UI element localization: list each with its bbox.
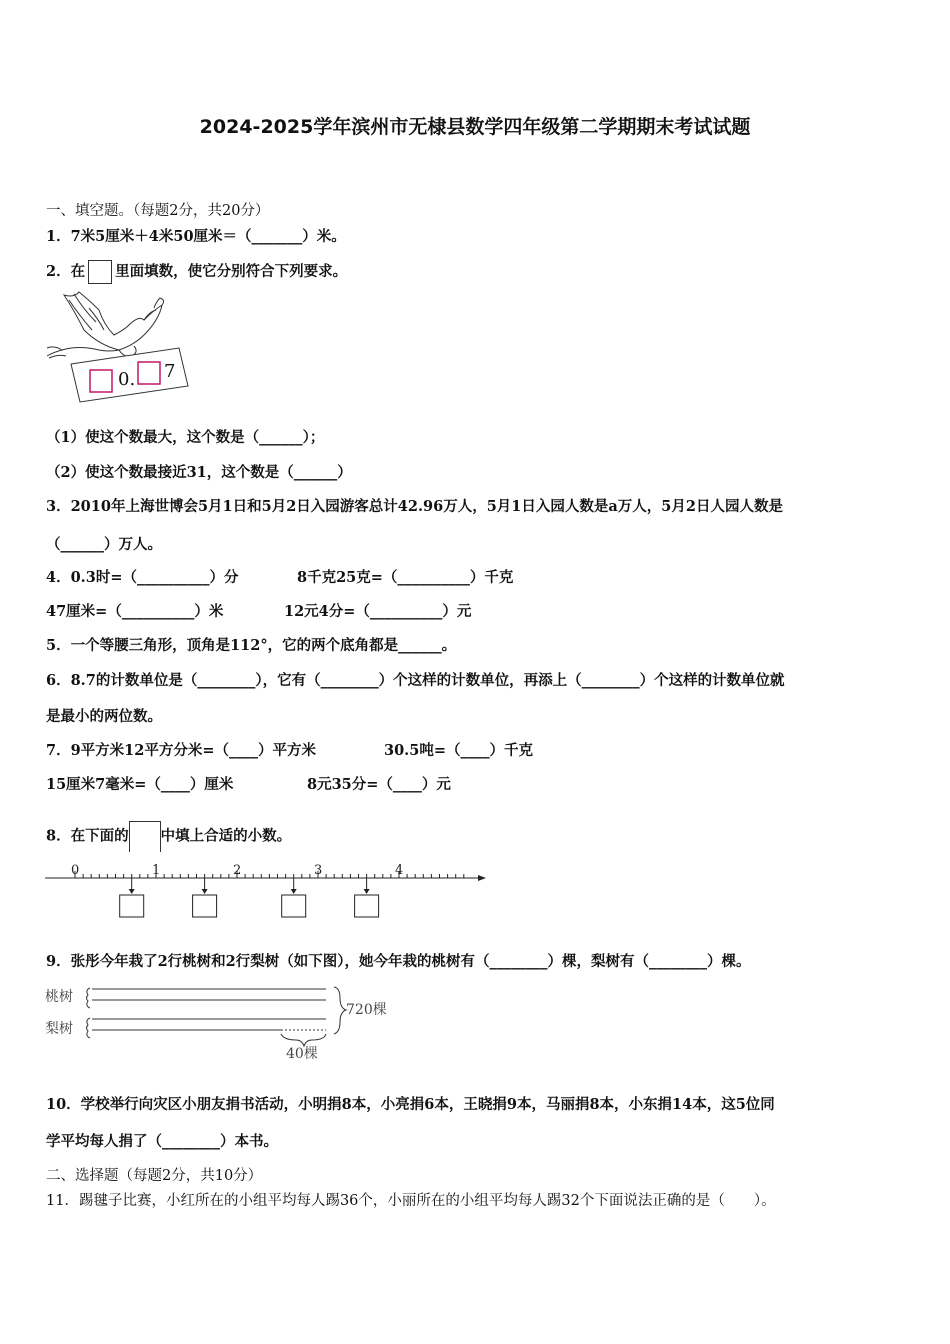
question-1: 1．7米5厘米＋4米50厘米＝（_______）米。 — [46, 228, 346, 245]
arrow-down-icon — [129, 889, 135, 894]
arrow-down-icon — [202, 889, 208, 894]
difference-label: 40棵 — [286, 1046, 318, 1062]
number-line — [40, 860, 490, 922]
arrow-down-icon — [291, 889, 297, 894]
question-8-suffix: 中填上合适的小数。 — [160, 827, 292, 845]
number-line-label: 1 — [152, 863, 161, 878]
section-heading-choice: 二、选择题（每题2分，共10分） — [46, 1168, 263, 1184]
number-line-label: 2 — [233, 863, 242, 878]
question-7-row-2-right: 8元35分=（____）元 — [307, 776, 451, 793]
question-4-row-2-right: 12元4分=（__________）元 — [284, 603, 472, 620]
arrow-icon — [478, 875, 486, 881]
number-line-label: 0 — [71, 863, 80, 878]
question-8 — [46, 821, 291, 852]
answer-box — [88, 260, 112, 284]
question-2-part-1: （1）使这个数最大，这个数是（______）； — [46, 429, 325, 446]
question-10-continued: 学平均每人捐了（________）本书。 — [46, 1133, 278, 1150]
question-7-row-2-left: 15厘米7毫米=（____）厘米 — [46, 776, 234, 793]
question-4-row-1-right: 8千克25克=（__________）千克 — [297, 569, 514, 586]
question-9: 9．张彤今年栽了2行桃树和2行梨树（如下图），她今年栽的桃树有（________）棵，梨树有（________）棵。 — [46, 953, 751, 970]
question-4-row-1-left: 4．0.3时=（__________）分 — [46, 569, 239, 586]
question-7-row-1-right: 30.5吨=（____）千克 — [384, 742, 533, 759]
section-heading-fill-in: 一、填空题。（每题2分，共20分） — [46, 203, 270, 219]
question-2-prefix: 2．在 — [46, 263, 86, 280]
question-10: 10．学校举行向灾区小朋友捐书活动，小明捐8本，小亮捐6本，王晓捐9本，马丽捐8本，小东捐14本，这5位同 — [46, 1096, 775, 1113]
question-4-row-2-left: 47厘米=（__________）米 — [46, 603, 224, 620]
question-2-part-2: （2）使这个数最接近31，这个数是（______） — [46, 464, 352, 481]
question-6: 6．8.7的计数单位是（________），它有（________）个这样的计数单位，再添上（________）个这样的计数单位就 — [46, 672, 785, 689]
question-3-continued: （______）万人。 — [46, 536, 162, 553]
pear-tree-label: 梨树 — [45, 1021, 73, 1037]
question-2-suffix: 里面填数，使它分别符合下列要求。 — [115, 263, 348, 280]
answer-box — [129, 821, 161, 852]
tree-diagram — [44, 982, 404, 1064]
answer-box — [282, 895, 306, 917]
question-6-continued: 是最小的两位数。 — [46, 708, 162, 725]
question-11: 11．踢毽子比赛，小红所在的小组平均每人踢36个，小丽所在的小组平均每人踢32个下面说法正确的是（ ）。 — [46, 1193, 776, 1209]
question-7-row-1-left: 7．9平方米12平方分米=（____）平方米 — [46, 742, 317, 759]
question-2 — [46, 260, 347, 284]
question-3: 3．2010年上海世博会5月1日和5月2日入园游客总计42.96万人，5月1日入园人数是a万人，5月2日人园人数是 — [46, 498, 783, 515]
arrow-down-icon — [364, 889, 370, 894]
number-line-label: 3 — [314, 863, 323, 878]
decimal-point-text: 0. — [118, 369, 136, 390]
question-5: 5．一个等腰三角形，顶角是112°，它的两个底角都是______。 — [46, 637, 457, 654]
answer-box — [193, 895, 217, 917]
page-title: 2024-2025学年滨州市无棣县数学四年级第二学期期末考试试题 — [199, 116, 751, 138]
peach-tree-label: 桃树 — [45, 989, 73, 1005]
decimal-digit-text: 7 — [164, 361, 176, 382]
answer-box — [120, 895, 144, 917]
total-trees-label: 720棵 — [346, 1002, 387, 1018]
question-8-prefix: 8．在下面的 — [46, 827, 129, 845]
answer-box — [355, 895, 379, 917]
bird-illustration — [44, 290, 194, 408]
number-line-label: 4 — [395, 863, 404, 878]
